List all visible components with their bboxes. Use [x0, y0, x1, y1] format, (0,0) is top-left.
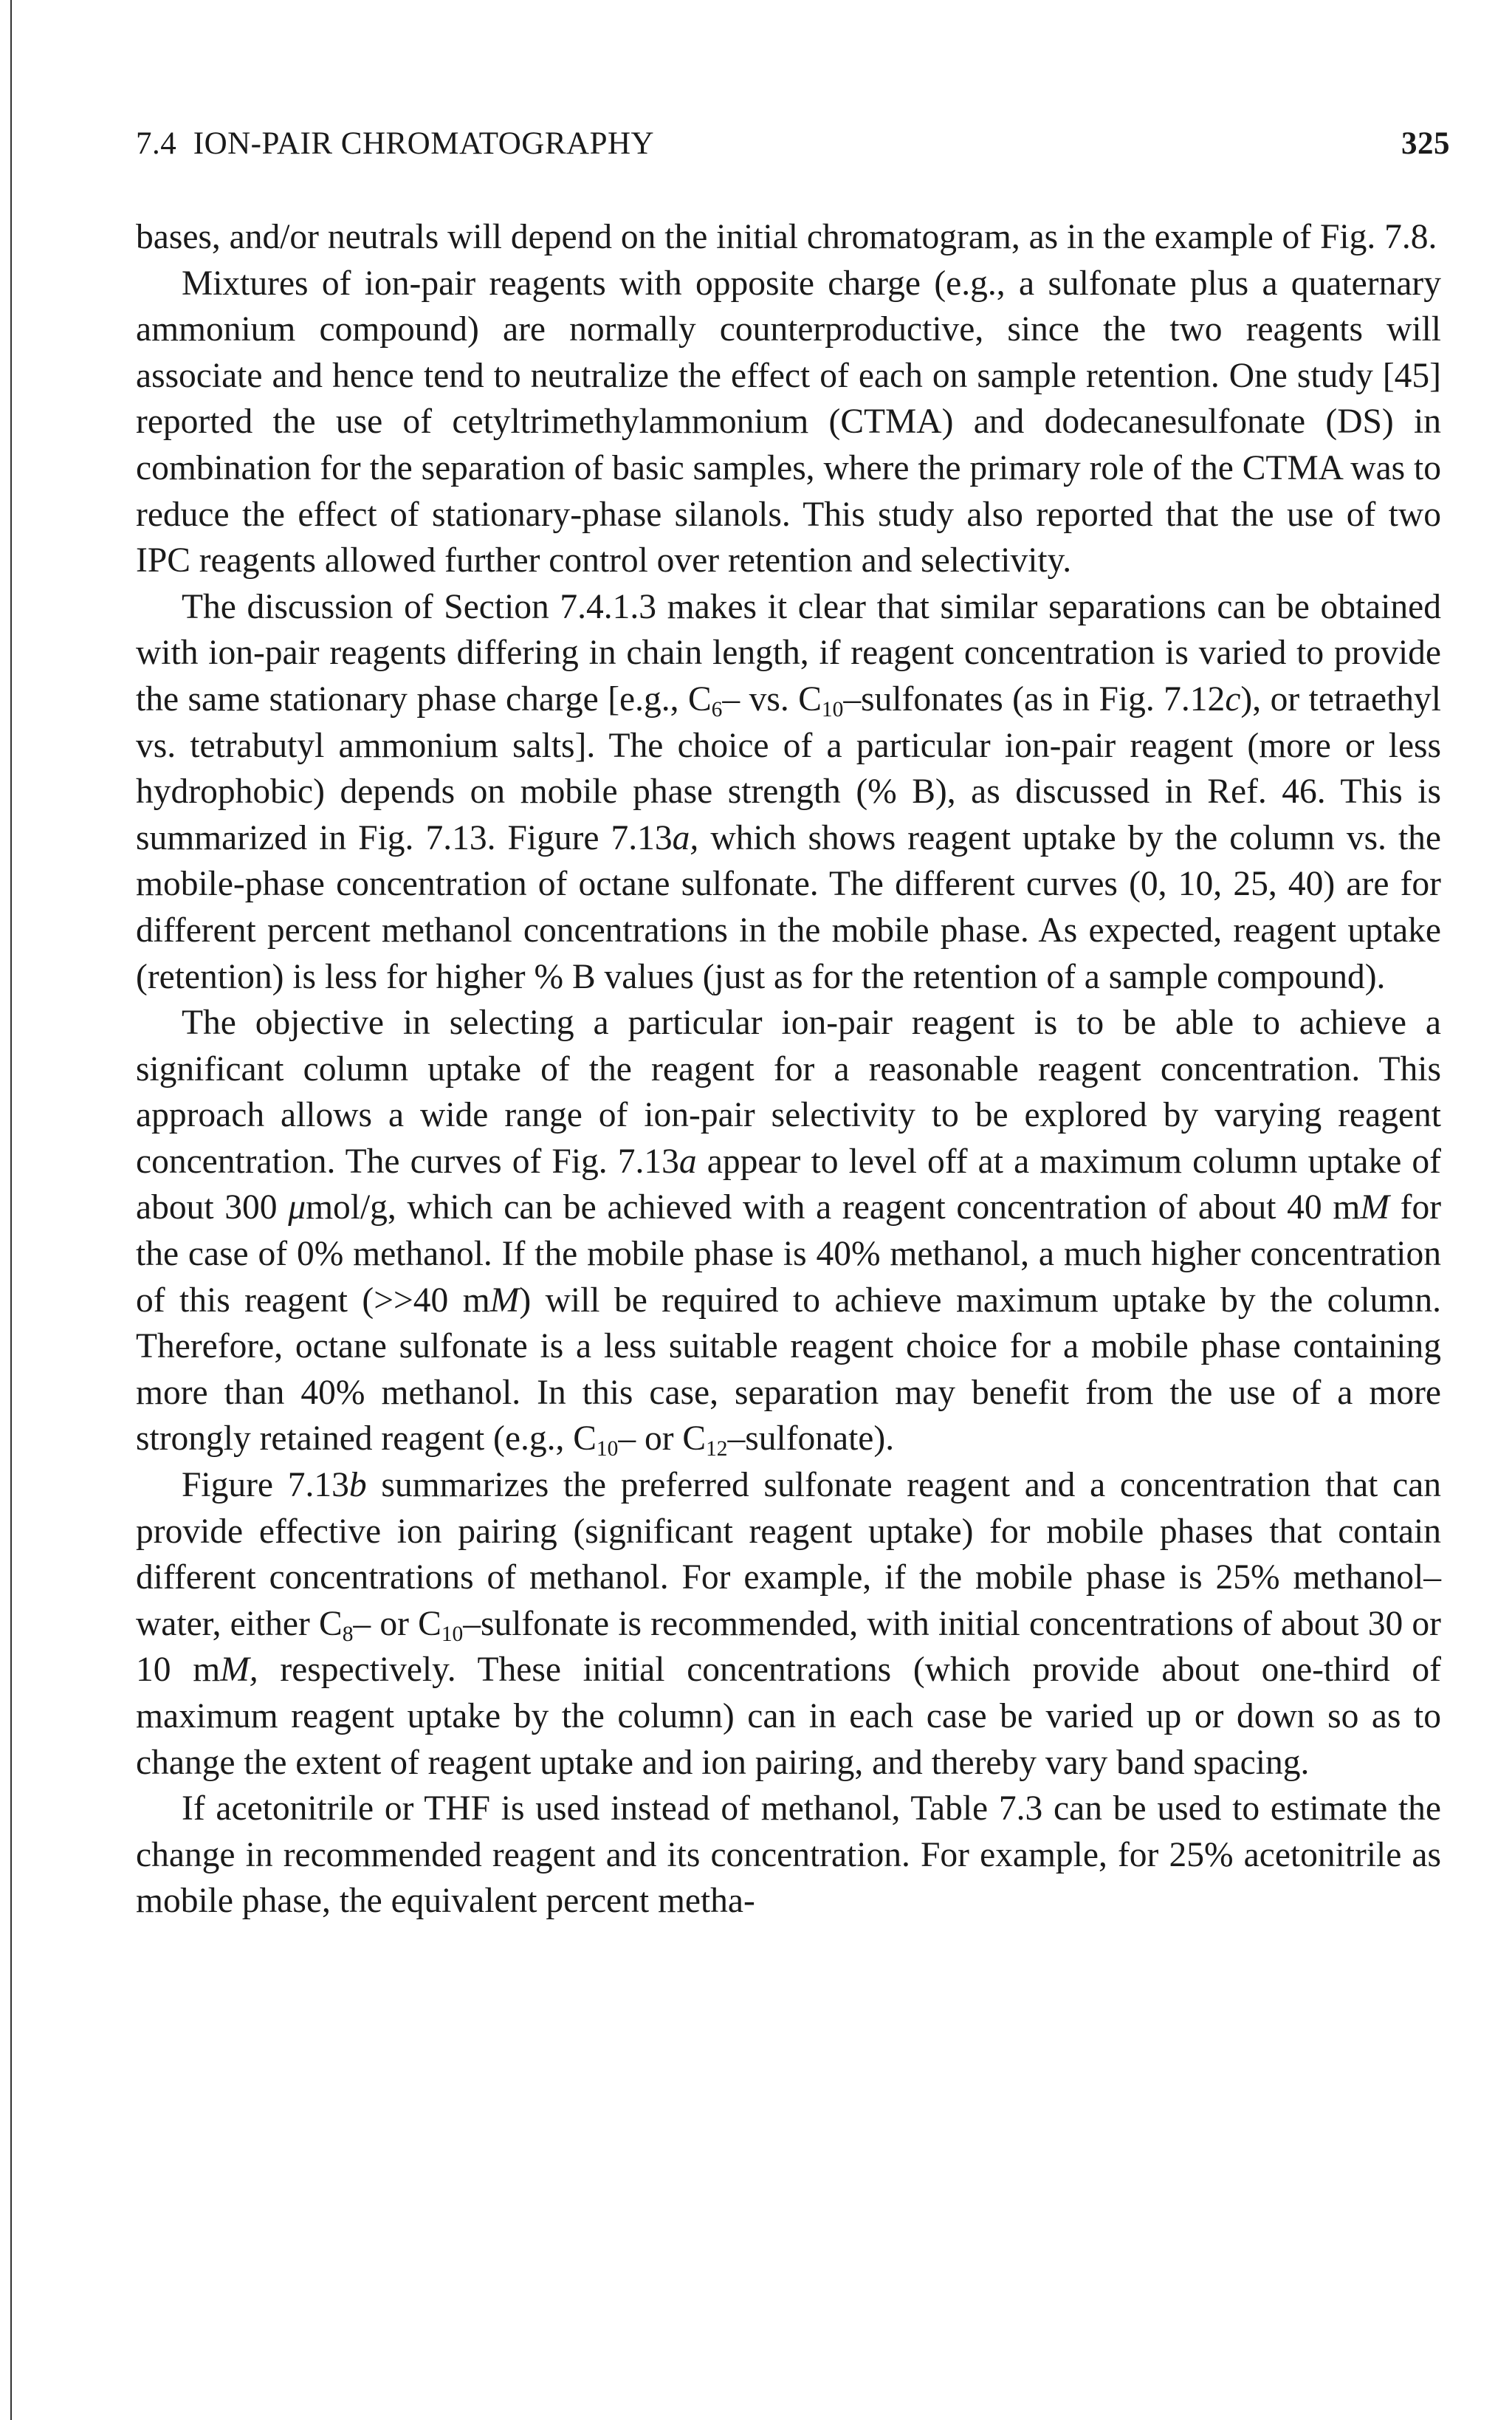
paragraph-5: Figure 7.13b summarizes the preferred sulfonate reagent and a concentration that can provide effective ion pairing (significant reagent uptake) for mobile phases that contain different concentrations of methanol. For example, if the mobile phase is 25% methanol–water, either $C_8-$ or $C_{10}$–sulfonate is recommended, with initial concentrations of about 30 or 10 mM, respectively. These initial concentrations (which provide about one-third of maximum reagent uptake by the column) can in each case be varied up or down so as to change the extent of reagent uptake and ion pairing, and thereby vary band spacing.: [136, 1466, 1442, 1782]
page-edge-rule: [10, 0, 12, 2420]
section-number: 7.4: [136, 126, 177, 161]
paragraph-3: The discussion of Section 7.4.1.3 makes it clear that similar separations can be obtained with ion-pair reagents differing in chain length, if reagent concentration is varied to provide the same stationary phase charge [e.g., $C_6-$ vs. $C_{10}$–sulfonates (as in Fig. 7.12c), or tetraethyl vs. tetrabutyl ammonium salts]. The choice of a particular ion-pair reagent (more or less hydrophobic) depends on mobile phase strength (% B), as discussed in Ref. 46. This is summarized in Fig. 7.13. Figure 7.13a, which shows reagent uptake by the column vs. the mobile-phase concentration of octane sulfonate. The different curves (0, 10, 25, 40) are for different percent methanol concentrations in the mobile phase. As expected, reagent uptake (retention) is less for higher % B values (just as for the retention of a sample compound).: [136, 587, 1441, 996]
running-head-title: [136, 126, 654, 162]
running-head: [136, 126, 1450, 173]
book-page: [136, 126, 1450, 1924]
body-text: [136, 214, 1441, 1924]
paragraph-6: If acetonitrile or THF is used instead of methanol, Table 7.3 can be used to estimate the change in recommended reagent and its concentration. For example, for 25% acetonitrile as mobile phase, the equivalent percent metha-: [136, 1789, 1441, 1921]
paragraph-1: bases, and/or neutrals will depend on the initial chromatogram, as in the example of Fig. 7.8.: [136, 218, 1437, 256]
paragraph-4: The objective in selecting a particular ion-pair reagent is to be able to achieve a significant column uptake of the reagent for a reasonable reagent concentration. This approach allows a wide range of ion-pair selectivity to be explored by varying reagent concentration. The curves of Fig. 7.13a appear to level off at a maximum column uptake of about 300 μmol/g, which can be achieved with a reagent concentration of about 40 mM for the case of 0% methanol. If the mobile phase is 40% methanol, a much higher concentration of this reagent (>>40 mM) will be required to achieve maximum uptake by the column. Therefore, octane sulfonate is a less suitable reagent choice for a mobile phase containing more than 40% methanol. In this case, separation may benefit from the use of a more strongly retained reagent (e.g., $C_{10}-$ or $C_{12}-sulfonate$).: [136, 1004, 1442, 1461]
page-number: 325: [1401, 126, 1450, 161]
chapter-title: ION-PAIR CHROMATOGRAPHY: [193, 126, 655, 161]
paragraph-2: Mixtures of ion-pair reagents with opposite charge (e.g., a sulfonate plus a quaternary ammonium compound) are normally counterproductive, since the two reagents will associate and hence tend to neutralize the effect of each on sample retention. One study [45] reported the use of cetyltrimethylammonium (CTMA) and dodecanesulfonate (DS) in combination for the separation of basic samples, where the primary role of the CTMA was to reduce the effect of stationary-phase silanols. This study also reported that the use of two IPC reagents allowed further control over retention and selectivity.: [136, 264, 1441, 580]
